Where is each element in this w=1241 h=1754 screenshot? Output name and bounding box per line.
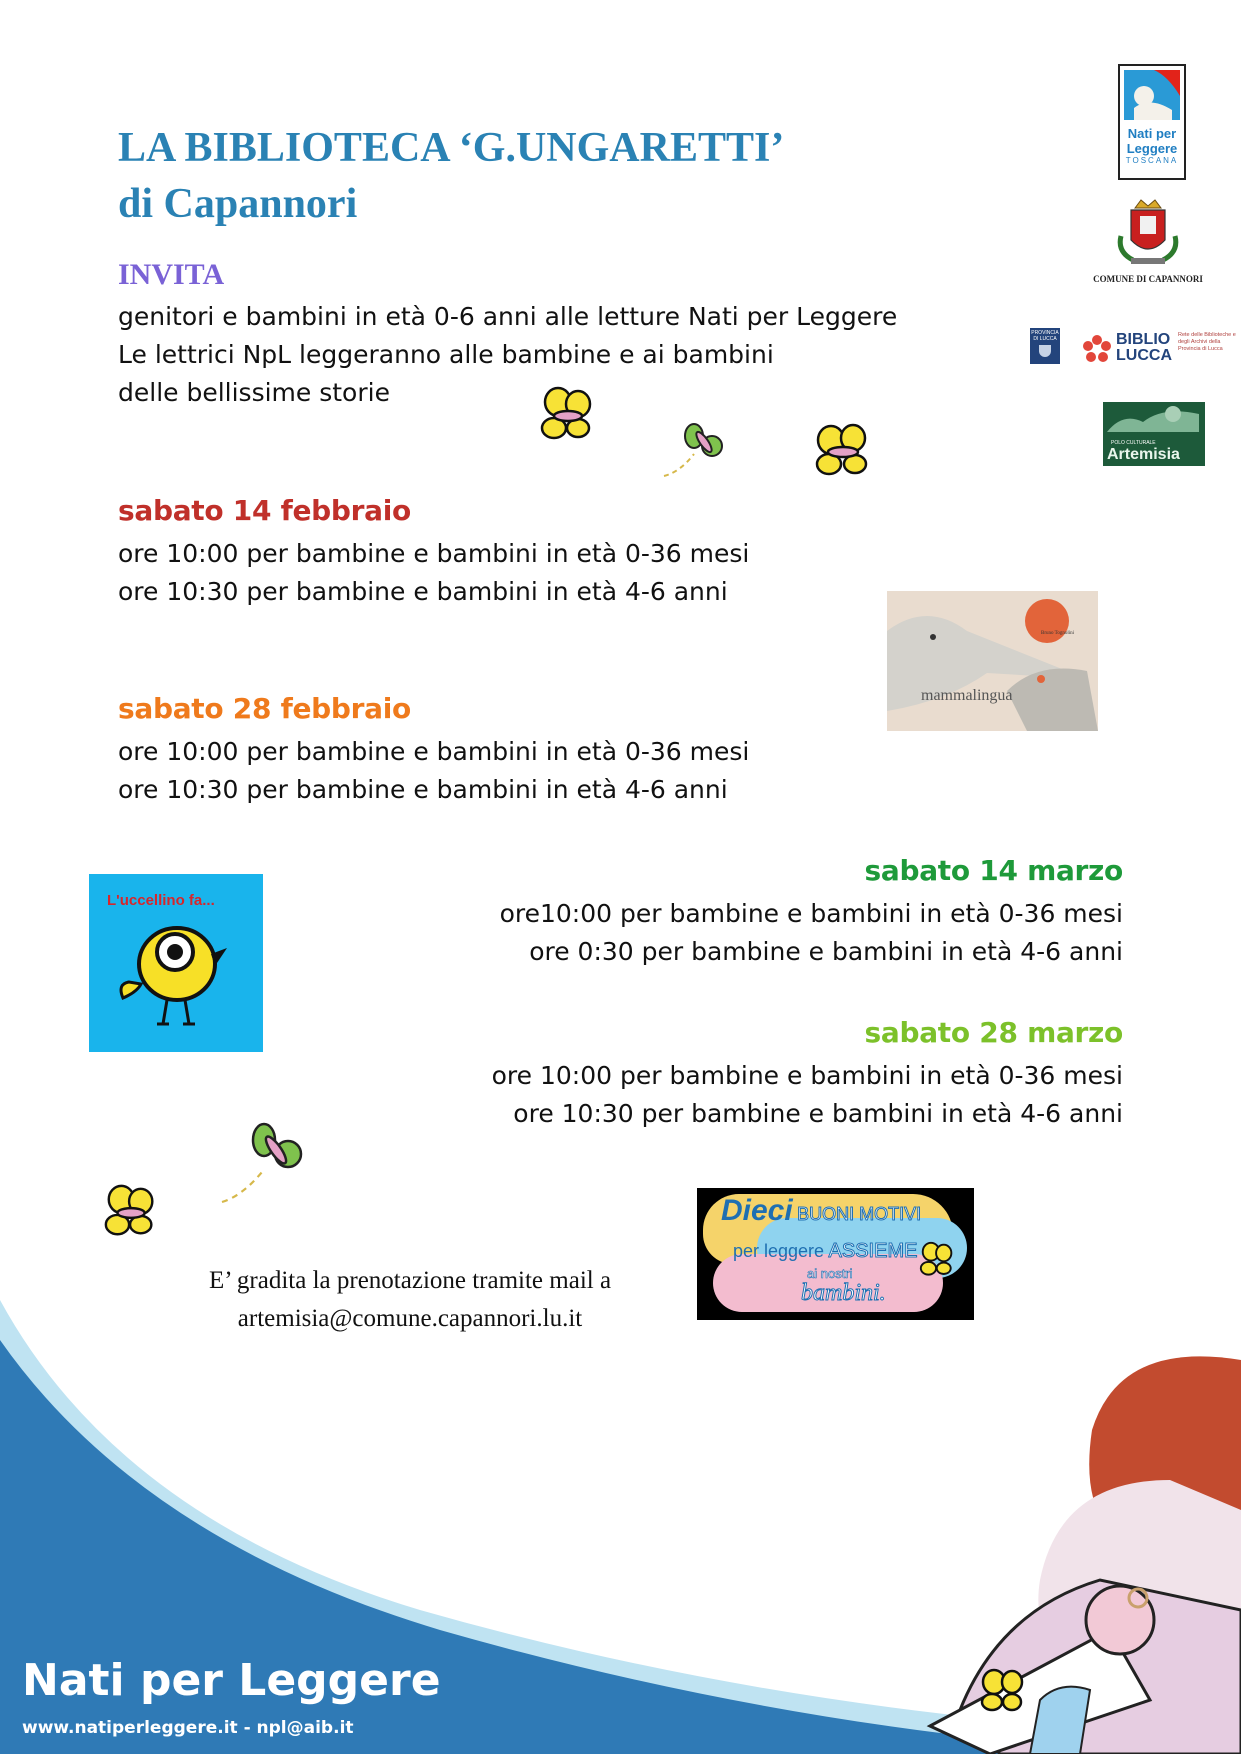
badge-word-assieme: ASSIEME [828, 1240, 918, 1262]
npl-footer-site: www.natiperleggere.it - npl@aib.it [22, 1718, 354, 1738]
biblio-description: Rete delle Biblioteche e degli Archivi della Provincia di Lucca [1178, 332, 1236, 352]
reading-illustration [930, 1356, 1241, 1754]
coat-of-arms-icon [1113, 196, 1183, 270]
badge-word-bambini: bambini. [801, 1280, 886, 1306]
badge-word-buoni-motivi: BUONI MOTIVI [797, 1204, 922, 1224]
npl-logo-icon [1120, 66, 1184, 122]
flower-icon [1082, 334, 1112, 364]
biblio-lucca-logo [1080, 330, 1240, 370]
comune-capannori-logo [1082, 196, 1214, 284]
intro-line-2: Le lettrici NpL leggeranno alle bambine e ai bambini [118, 340, 774, 369]
intro-text [118, 298, 897, 412]
reservation-line: E’ gradita la prenotazione tramite mail a [208, 1267, 612, 1294]
green-butterfly-icon [660, 420, 730, 480]
bird-illustration-icon [887, 591, 1098, 731]
event-1-line-1: ore 10:00 per bambine e bambini in età 0-36 mesi [118, 539, 750, 568]
green-butterfly-icon [218, 1116, 310, 1206]
title-line-2: di Capannori [118, 181, 358, 227]
title-line-1: LA BIBLIOTECA ‘G.UNGARETTI’ [118, 125, 785, 171]
provincia-label: PROVINCIA DI LUCCA [1031, 330, 1059, 342]
npl-logo-line3: TOSCANA [1125, 156, 1179, 165]
intro-line-3: delle bellissime storie [118, 378, 390, 407]
uccellino-title: L'uccellino fa... [107, 892, 215, 909]
mammalingua-author: Bruno Tognolini [1041, 631, 1075, 636]
event-2-line-2: ore 10:30 per bambine e bambini in età 4-6 anni [118, 775, 728, 804]
badge-word-ai-nostri: ai nostri [807, 1266, 853, 1281]
badge-word-dieci: Dieci [721, 1194, 793, 1227]
npl-logo-line1: Nati per [1127, 126, 1177, 141]
npl-footer-brand: Nati per Leggere [22, 1655, 441, 1706]
butterfly-icon [536, 384, 602, 446]
intro-line-1: genitori e bambini in età 0-6 anni alle letture Nati per Leggere [118, 302, 898, 331]
event-4-date: sabato 28 marzo [864, 1016, 1123, 1049]
artemisia-logo [1103, 402, 1205, 466]
artemisia-small-label: POLO CULTURALE [1111, 440, 1156, 446]
badge-word-per-leggere: per leggere [733, 1241, 825, 1261]
butterfly-icon [810, 420, 878, 482]
lucca-word: LUCCA [1116, 347, 1172, 364]
npl-toscana-logo [1118, 64, 1186, 180]
event-4-line-1: ore 10:00 per bambine e bambini in età 0-36 mesi [491, 1061, 1123, 1090]
butterfly-icon [100, 1182, 164, 1242]
butterfly-icon [917, 1240, 959, 1280]
comune-label: COMUNE DI CAPANNORI [1093, 274, 1203, 284]
event-3-line-2: ore 0:30 per bambine e bambini in età 4-6 anni [529, 937, 1123, 966]
event-3-line-1: ore10:00 per bambine e bambini in età 0-36 mesi [499, 899, 1123, 928]
npl-logo-line2: Leggere [1126, 141, 1178, 156]
event-2-line-1: ore 10:00 per bambine e bambini in età 0-36 mesi [118, 737, 750, 766]
event-3-date: sabato 14 marzo [864, 854, 1123, 887]
event-1-date: sabato 14 febbraio [118, 494, 411, 527]
invita-heading: INVITA [118, 258, 225, 291]
event-4-line-2: ore 10:30 per bambine e bambini in età 4-6 anni [513, 1099, 1123, 1128]
provincia-shield-icon [1039, 345, 1051, 357]
mammalingua-title: mammalingua [921, 687, 1013, 704]
reservation-email: artemisia@comune.capannori.lu.it [237, 1305, 583, 1332]
event-2-date: sabato 28 febbraio [118, 692, 411, 725]
artemisia-figure-icon [1103, 402, 1205, 442]
page-title [118, 120, 784, 232]
provincia-lucca-logo [1030, 328, 1060, 364]
biblio-word: BIBLIO [1116, 331, 1171, 348]
artemisia-label: Artemisia [1107, 446, 1180, 463]
event-1-line-2: ore 10:30 per bambine e bambini in età 4-6 anni [118, 577, 728, 606]
uccellino-cover [89, 874, 263, 1052]
mammalingua-cover [887, 591, 1098, 731]
